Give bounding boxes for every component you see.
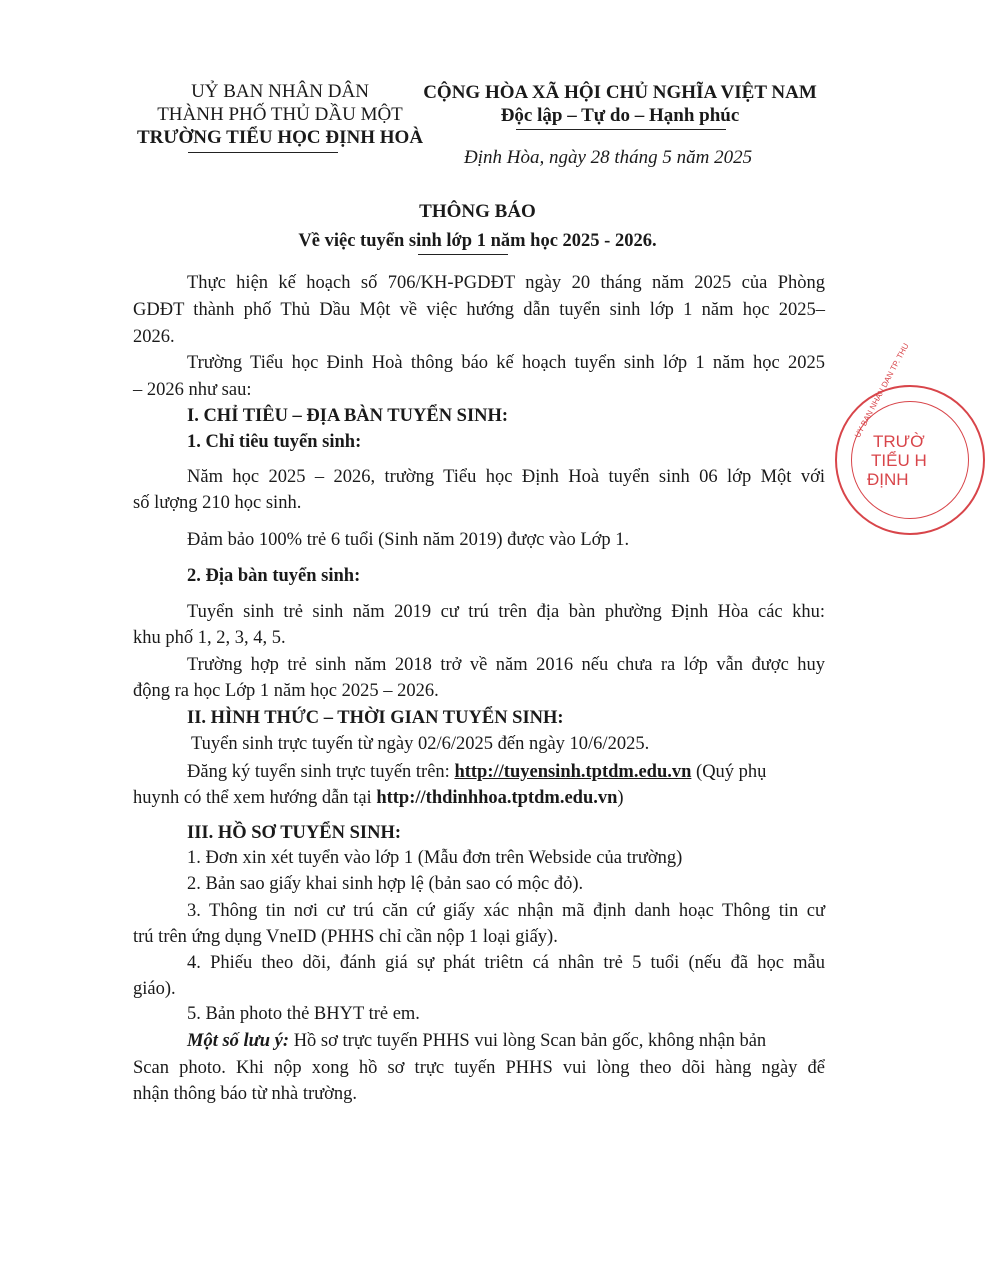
note-line3: nhận thông báo từ nhà trường. xyxy=(133,1084,358,1104)
doc-item-5: 5. Bản photo thẻ BHYT trẻ em. xyxy=(187,1004,420,1024)
register-prefix: Đăng ký tuyển sinh trực tuyến trên: xyxy=(187,762,455,782)
case-line1: Trường hợp trẻ sinh năm 2018 trở về năm 2016 nếu chưa ra lớp vẫn được huy xyxy=(187,655,825,675)
note-line2: Scan photo. Khi nộp xong hồ sơ trực tuyến PHHS vui lòng theo dõi hàng ngày để xyxy=(133,1058,825,1078)
doc-item-2: 2. Bản sao giấy khai sinh hợp lệ (bản sao có mộc đỏ). xyxy=(187,874,584,894)
header-left-school: TRƯỜNG TIỂU HỌC ĐỊNH HOÀ xyxy=(136,127,424,148)
header-left-line2: THÀNH PHỐ THỦ DẦU MỘT xyxy=(157,104,403,125)
doc-item-1: 1. Đơn xin xét tuyển vào lớp 1 (Mẫu đơn trên Webside của trường) xyxy=(187,848,683,868)
red-seal-stamp xyxy=(835,341,985,535)
section3-heading: III. HỒ SƠ TUYỂN SINH: xyxy=(187,823,402,843)
national-title: CỘNG HÒA XÃ HỘI CHỦ NGHĨA VIỆT NAM xyxy=(423,82,817,103)
area-line1: Tuyển sinh trẻ sinh năm 2019 cư trú trên địa bàn phường Định Hòa các khu: xyxy=(187,602,825,622)
doc-item-4-line1: 4. Phiếu theo dõi, đánh giá sự phát triêtn cá nhân trẻ 5 tuổi (nếu đã học mẫu xyxy=(187,953,825,973)
case-line2: động ra học Lớp 1 năm học 2025 – 2026. xyxy=(133,681,439,701)
header-right-underline xyxy=(516,129,726,130)
document-subtitle: Về việc tuyển sinh lớp 1 năm học 2025 - 2026. xyxy=(298,231,657,251)
stamp-line1: TRƯỜ xyxy=(873,432,925,451)
header-right xyxy=(410,81,830,127)
intro-p2-line2: – 2026 như sau: xyxy=(133,380,252,400)
stamp-ring-text: UY BAN NHAN DAN TP. THU xyxy=(853,341,911,440)
quota-line1: Năm học 2025 – 2026, trường Tiểu học Định Hoà tuyển sinh 06 lớp Một với xyxy=(187,467,825,487)
guarantee-text: Đảm bảo 100% trẻ 6 tuổi (Sinh năm 2019) được vào Lớp 1. xyxy=(187,530,630,550)
section1-heading: I. CHỈ TIÊU – ĐỊA BÀN TUYỂN SINH: xyxy=(187,406,509,426)
online-period: Tuyển sinh trực tuyến từ ngày 02/6/2025 đến ngày 10/6/2025. xyxy=(191,734,650,754)
intro-p1-line2: GDĐT thành phố Thủ Dầu Một về việc hướng dẫn tuyển sinh lớp 1 năm học 2025– xyxy=(133,300,825,320)
register-suffix: (Quý phụ xyxy=(691,762,767,782)
national-motto: Độc lập – Tự do – Hạnh phúc xyxy=(500,105,740,126)
document-title: THÔNG BÁO xyxy=(419,201,536,222)
header-left-line1: UỶ BAN NHÂN DÂN xyxy=(191,81,369,102)
guide-suffix: ) xyxy=(617,788,624,808)
guide-prefix: huynh có thể xem hướng dẫn tại xyxy=(133,788,377,808)
doc-item-4-line2: giáo). xyxy=(133,979,176,999)
guide-line xyxy=(133,785,624,812)
intro-p1-line1: Thực hiện kế hoạch số 706/KH-PGDĐT ngày 20 tháng năm 2025 của Phòng xyxy=(187,273,825,293)
section2-heading: II. HÌNH THỨC – THỜI GIAN TUYỂN SINH: xyxy=(187,708,564,728)
doc-item-3-line1: 3. Thông tin nơi cư trú căn cứ giấy xác nhận mã định danh hoạc Thông tin cư xyxy=(187,901,825,921)
intro-p2-line1: Trường Tiểu học Đinh Hoà thông báo kế hoạch tuyển sinh lớp 1 năm học 2025 xyxy=(187,353,825,373)
note-label: Một số lưu ý: xyxy=(187,1031,290,1051)
register-link[interactable]: http://tuyensinh.tptdm.edu.vn xyxy=(454,762,692,782)
note-line1 xyxy=(187,1028,766,1055)
stamp-line2: TIỂU H xyxy=(871,451,927,470)
quota-line2: số lượng 210 học sinh. xyxy=(133,493,302,513)
note-text-1: Hồ sơ trực tuyến PHHS vui lòng Scan bản gốc, không nhận bản xyxy=(289,1031,767,1051)
guide-link[interactable]: http://thdinhhoa.tptdm.edu.vn xyxy=(376,788,618,808)
area-line2: khu phố 1, 2, 3, 4, 5. xyxy=(133,628,286,648)
document-date: Định Hòa, ngày 28 tháng 5 năm 2025 xyxy=(464,147,753,168)
stamp-line3: ĐỊNH xyxy=(867,470,909,489)
title-underline xyxy=(418,254,508,255)
intro-p1-line3: 2026. xyxy=(133,327,175,347)
doc-item-3-line2: trú trên ứng dụng VneID (PHHS chỉ cần nộp 1 loại giấy). xyxy=(133,927,558,947)
header-left-underline xyxy=(188,152,338,153)
section1-sub1: 1. Chỉ tiêu tuyển sinh: xyxy=(187,432,362,452)
section1-sub2: 2. Địa bàn tuyển sinh: xyxy=(187,566,361,586)
register-line xyxy=(187,759,766,786)
